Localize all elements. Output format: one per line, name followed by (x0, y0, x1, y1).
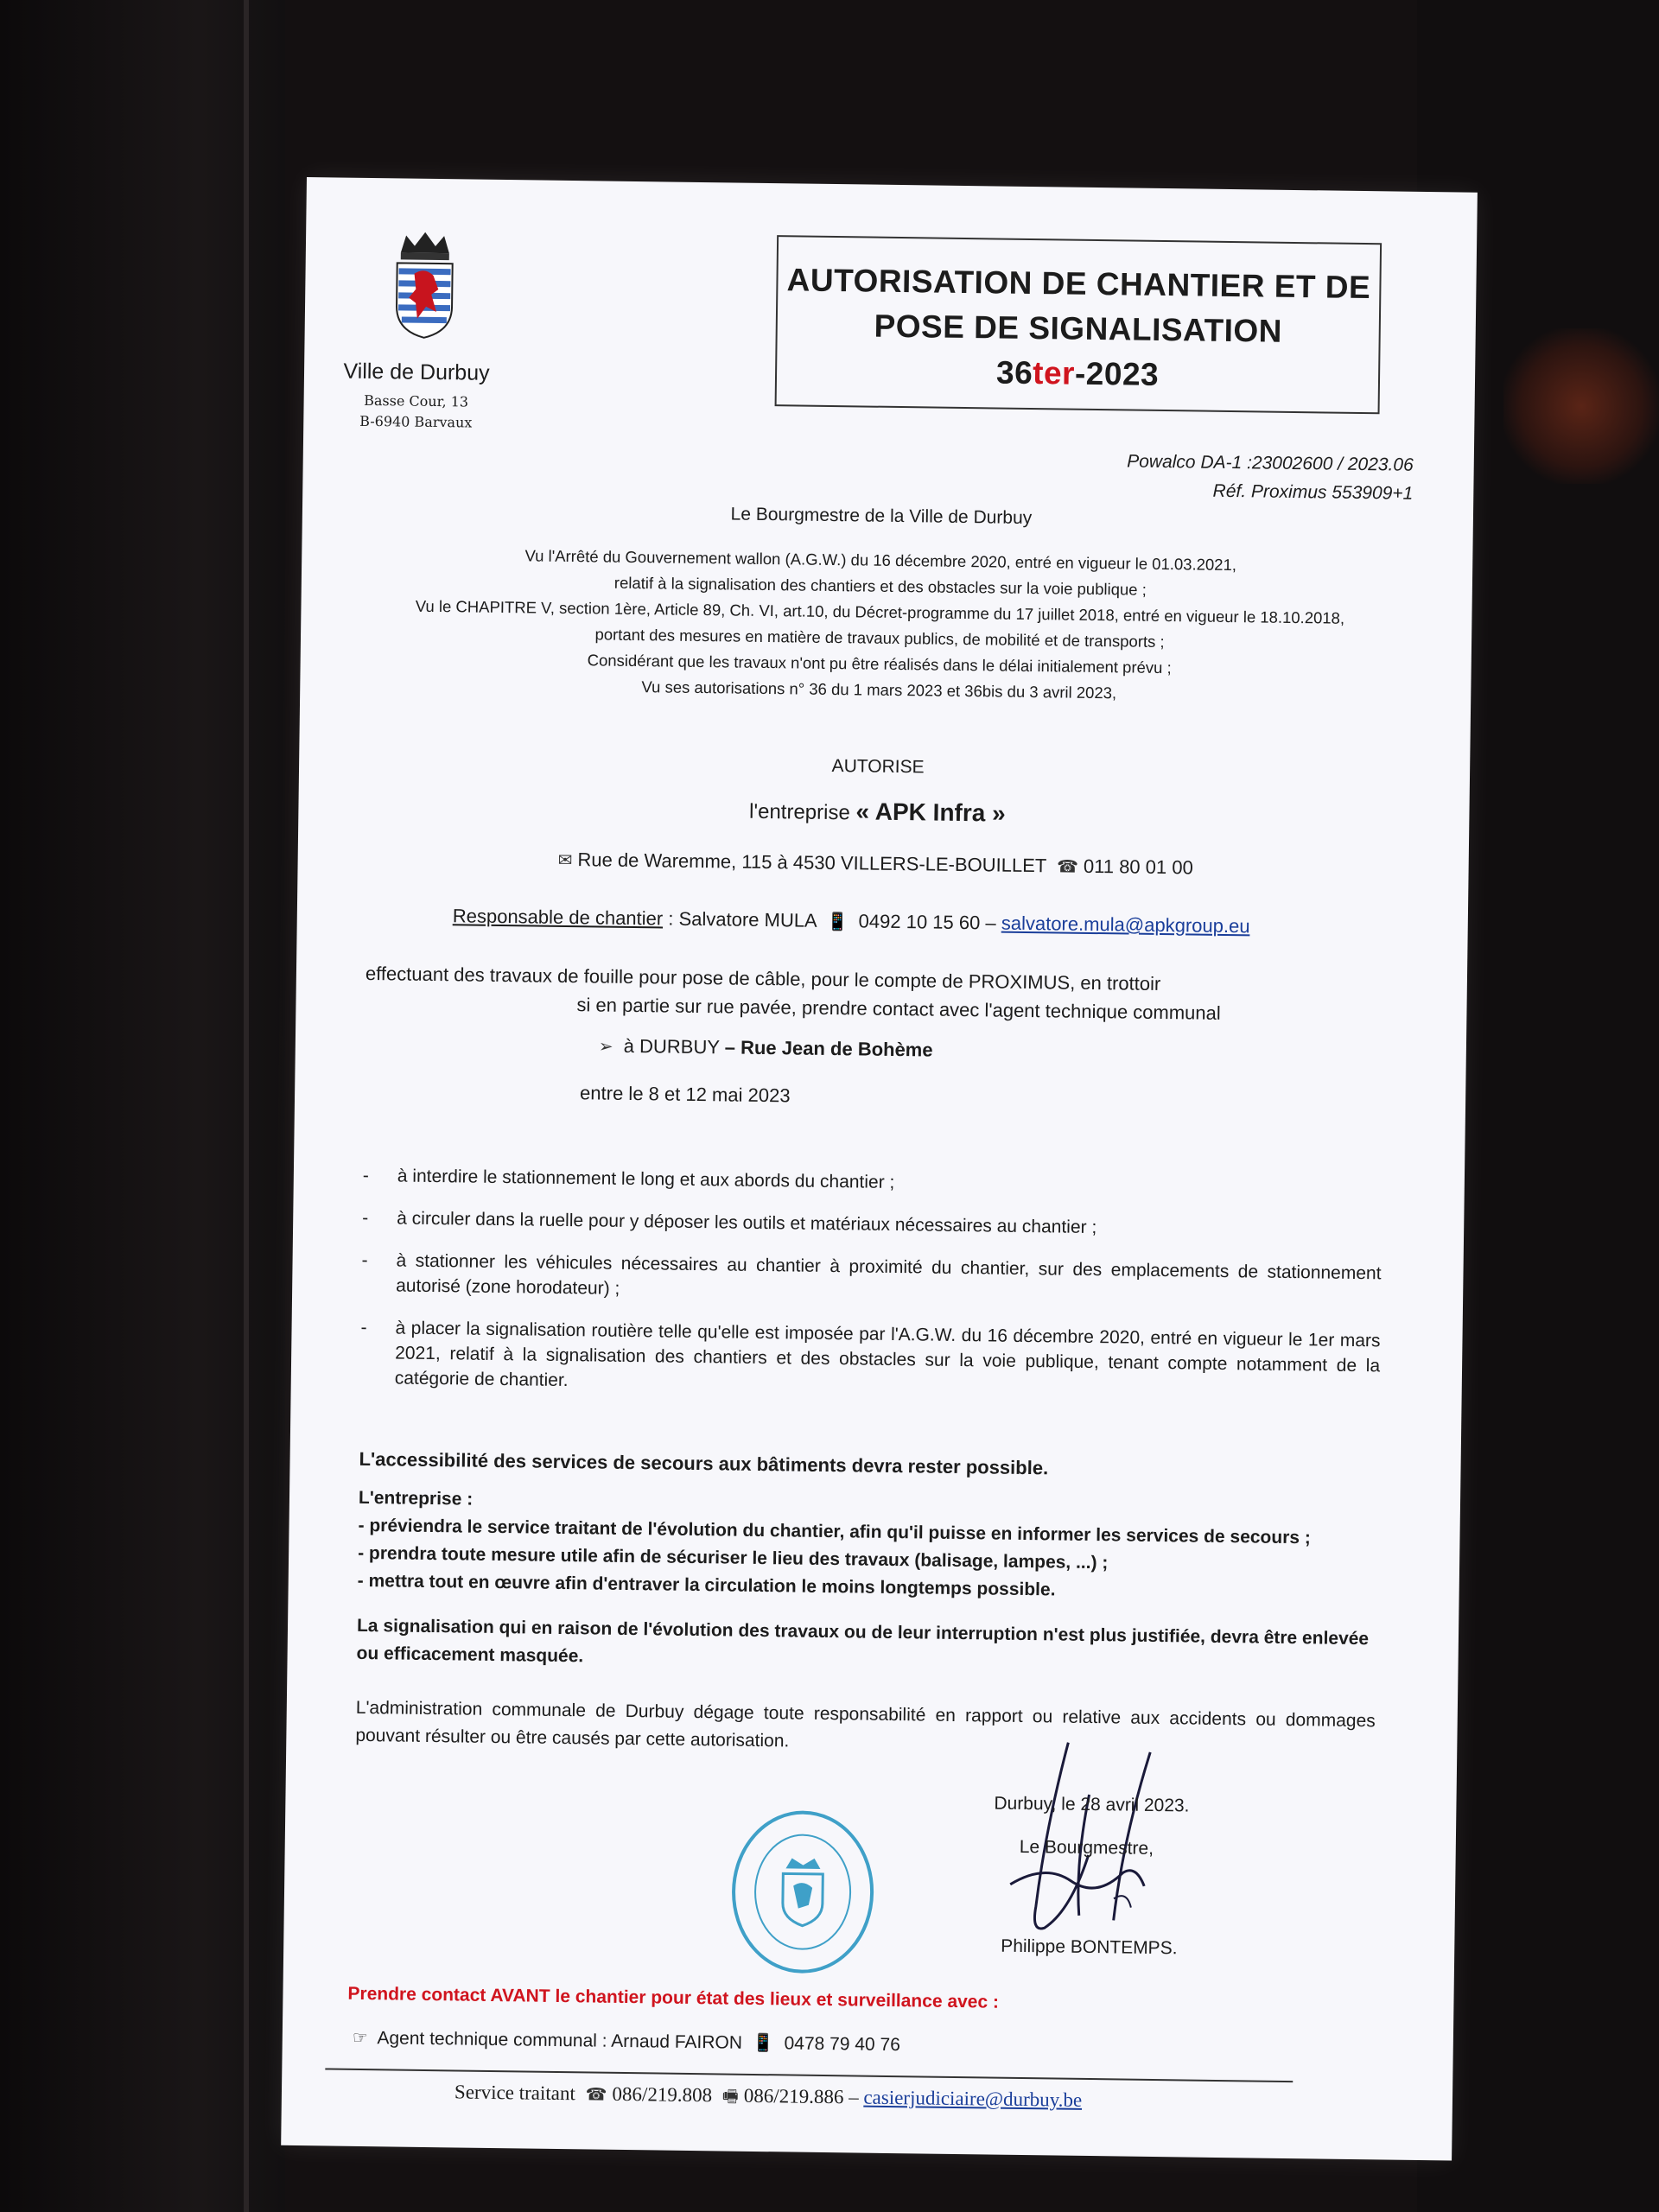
works-line-1: effectuant des travaux de fouille pour pose de câble, pour le compte de PROXIMUS, en trottoir (365, 962, 1161, 995)
list-item-text: à circuler dans la ruelle pour y déposer les outils et matériaux nécessaires au chantier ; (397, 1208, 1097, 1238)
list-item: - à circuler dans la ruelle pour y déposer les outils et matériaux nécessaires au chantier ; (362, 1207, 1097, 1238)
municipal-stamp-icon (728, 1808, 878, 1978)
works-line-2: si en partie sur rue pavée, prendre contact avec l'agent technique communal (576, 994, 1221, 1024)
town-address (329, 390, 503, 434)
company-phone: 011 80 01 00 (1083, 855, 1193, 879)
service-separator: – (849, 2086, 859, 2108)
works-location (594, 1032, 933, 1065)
title-line-1: AUTORISATION DE CHANTIER ET DE (786, 262, 1371, 306)
telephone-icon: ☎ (585, 2085, 607, 2105)
fax-icon: 🖷 (721, 2087, 739, 2107)
duties-heading: L'entreprise : (358, 1487, 474, 1510)
references (1127, 447, 1414, 507)
technical-agent (347, 2027, 900, 2056)
considerants (369, 541, 1390, 709)
manager-separator: – (985, 912, 996, 934)
mobile-phone-icon: 📱 (826, 912, 849, 932)
signature-role: Le Bourgmestre, (1019, 1836, 1154, 1859)
location-town: à DURBUY (623, 1034, 720, 1058)
list-item: - à placer la signalisation routière telle qu'elle est imposée par l'A.G.W. du 16 décembre 2020, entré en vigueur le 1er mars 2021, relatif à la signalisation des chantiers et des obstacles sur la voie publique, tenant compte notamment de la catégorie de chantier. (360, 1317, 1381, 1391)
company-name: « APK Infra » (855, 798, 1006, 827)
duty-item: - prendra toute mesure utile afin de sécuriser le lieu des travaux (balisage, lampes, ...) ; (358, 1542, 1109, 1573)
considerant-line: Vu l'Arrêté du Gouvernement wallon (A.G.W.) du 16 décembre 2020, entré en vigueur le 01.03.2021, (524, 546, 1237, 575)
document-title (775, 235, 1382, 414)
manager-email-link[interactable]: salvatore.mula@apkgroup.eu (1001, 912, 1250, 938)
agent-name: Agent technique communal : Arnaud FAIRON (377, 2028, 743, 2053)
service-phone: 086/219.808 (612, 2082, 713, 2107)
location-street: – Rue Jean de Bohème (724, 1036, 933, 1061)
manager-name: : Salvatore MULA (668, 907, 817, 931)
signature-date: Durbuy, le 28 avril 2023. (994, 1793, 1190, 1816)
company-duties (358, 1484, 1312, 1607)
town-name: Ville de Durbuy (343, 359, 490, 385)
access-notice: L'accessibilité des services de secours aux bâtiments devra rester possible. (359, 1447, 1049, 1479)
proximus-ref: Réf. Proximus 553909+1 (1212, 480, 1414, 504)
door-edge (244, 0, 249, 2212)
company-prefix: l'entreprise (748, 799, 850, 825)
manager-phone: 0492 10 15 60 (858, 910, 981, 934)
service-email-link[interactable]: casierjudiciaire@durbuy.be (863, 2086, 1083, 2111)
company-address (553, 849, 1193, 880)
site-manager (453, 905, 1250, 938)
company-line (367, 791, 1387, 832)
service-fax: 086/219.886 (743, 2084, 844, 2108)
telephone-icon: ☎ (1056, 857, 1079, 877)
background-left (0, 0, 285, 2212)
authorization-document (281, 177, 1478, 2161)
powalco-ref: Powalco DA-1 :23002600 / 2023.06 (1127, 451, 1414, 475)
works-dates: entre le 8 et 12 mai 2023 (579, 1082, 791, 1107)
service-label: Service traitant (454, 2081, 576, 2105)
considerant-line: Vu ses autorisations n° 36 du 1 mars 2023 et 36bis du 3 avril 2023, (641, 677, 1117, 702)
mayor-lead: Le Bourgmestre de la Ville de Durbuy (730, 504, 1033, 529)
permissions-list (359, 1163, 1382, 1421)
autorise-heading: AUTORISE (831, 756, 925, 778)
contact-warning: Prendre contact AVANT le chantier pour état des lieux et surveillance avec : (347, 1983, 1000, 2012)
envelope-icon: ✉ (557, 850, 573, 871)
company-street: Rue de Waremme, 115 à 4530 VILLERS-LE-BOUILLET (577, 849, 1047, 877)
footer-service (454, 2080, 1083, 2118)
number-prefix: 36 (995, 354, 1033, 391)
liability-disclaimer: L'administration communale de Durbuy dégage toute responsabilité en rapport ou relative aux accidents ou dommages pouvant résulter ou être causés par cette autorisation. (355, 1697, 1376, 1751)
considerant-line: Considérant que les travaux n'ont pu être réalisés dans le délai initialement prévu ; (587, 651, 1172, 677)
number-year: -2023 (1074, 355, 1160, 392)
mobile-phone-icon: 📱 (752, 2033, 774, 2054)
number-suffix-red: ter (1032, 355, 1076, 391)
considerant-line: relatif à la signalisation des chantiers et des obstacles sur la voie publique ; (613, 573, 1147, 599)
pointer-icon: ☞ (352, 2028, 368, 2049)
manager-label: Responsable de chantier (452, 905, 664, 930)
list-item-text: à placer la signalisation routière telle qu'elle est imposée par l'A.G.W. du 16 décembre 2020, entré en vigueur le 1er mars 2021, relatif à la signalisation des chantiers et des obstacles sur la voie publique, tenant compte notamment de la catégorie de chantier. (394, 1318, 1381, 1391)
considerant-line: Vu le CHAPITRE V, section 1ère, Article 89, Ch. VI, art.10, du Décret-programme du 17 juillet 2018, entré en vigueur le 18.10.2018, (415, 596, 1345, 627)
duty-item: - préviendra le service traitant de l'évolution du chantier, afin qu'il puisse en informer les services de secours ; (358, 1515, 1311, 1548)
arrow-bullet-icon: ➢ (598, 1037, 613, 1057)
address-line-2: B-6940 Barvaux (359, 412, 473, 431)
list-item-text: à stationner les véhicules nécessaires au chantier à proximité du chantier, sur des emplacements de stationnement autorisé (zone horodateur) ; (396, 1250, 1382, 1299)
background-glow (1503, 328, 1659, 484)
list-item: - à stationner les véhicules nécessaires au chantier à proximité du chantier, sur des emplacements de stationnement autorisé (zone horodateur) ; (361, 1249, 1382, 1299)
signalisation-notice: La signalisation qui en raison de l'évolution des travaux ou de leur interruption n'est plus justifiée, devra être enlevée ou efficacement masquée. (356, 1615, 1370, 1667)
title-line-2: POSE DE SIGNALISATION (874, 308, 1283, 349)
agent-phone: 0478 79 40 76 (784, 2033, 901, 2056)
title-number (777, 347, 1379, 400)
signatory-name: Philippe BONTEMPS. (1001, 1936, 1178, 1959)
list-item: - à interdire le stationnement le long et aux abords du chantier ; (362, 1165, 895, 1193)
durbuy-crest-icon (390, 228, 461, 341)
duty-item: - mettra tout en œuvre afin d'entraver la circulation le moins longtemps possible. (357, 1570, 1056, 1600)
list-item-text: à interdire le stationnement le long et aux abords du chantier ; (397, 1166, 895, 1193)
considerant-line: portant des mesures en matière de travaux publics, de mobilité et de transports ; (594, 625, 1165, 652)
address-line-1: Basse Cour, 13 (364, 391, 469, 410)
